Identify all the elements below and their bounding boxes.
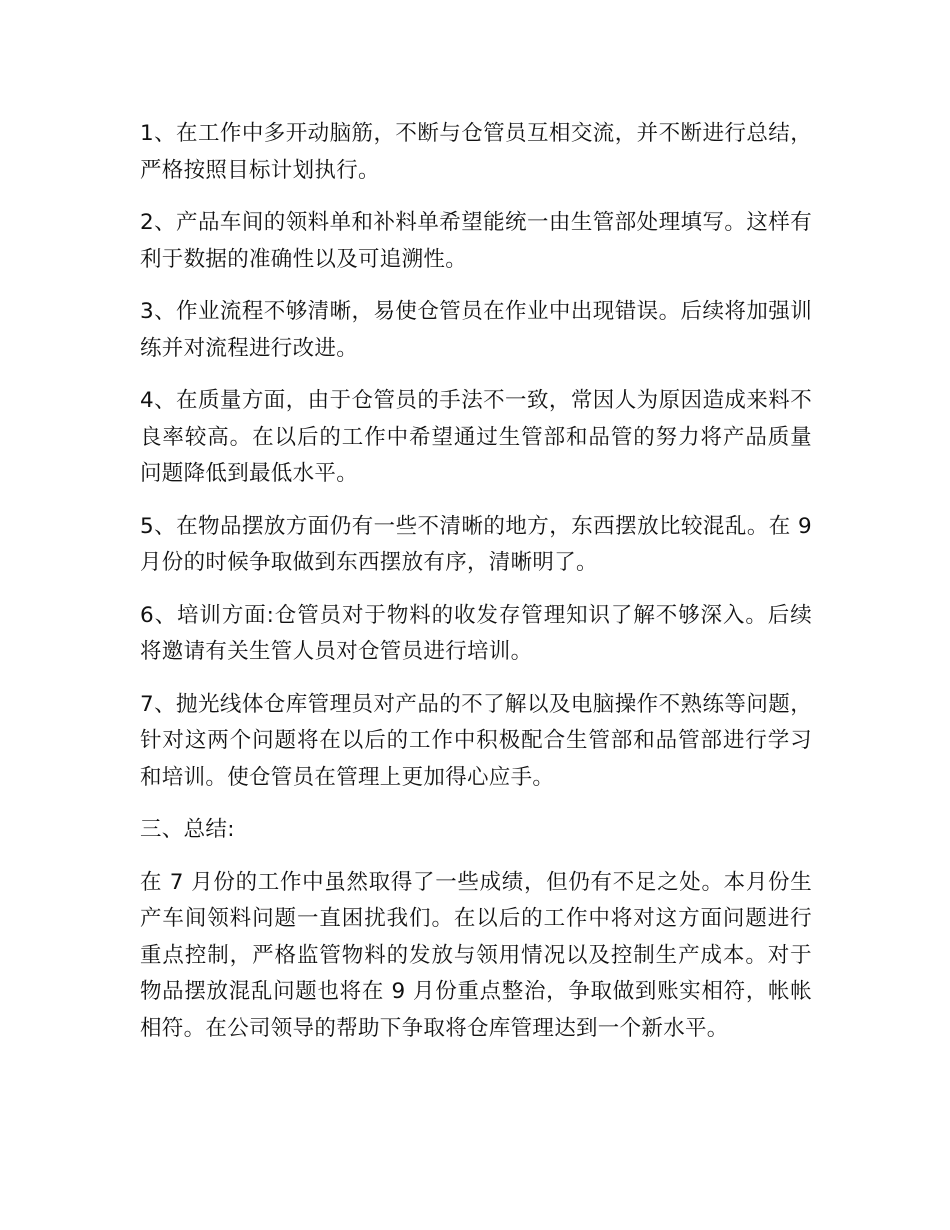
- paragraph-item-4: 4、在质量方面，由于仓管员的手法不一致，常因人为原因造成来料不良率较高。在以后的工作中希望通过生管部和品管的努力将产品质量问题降低到最低水平。: [140, 388, 812, 486]
- paragraph-item-2: 2、产品车间的领料单和补料单希望能统一由生管部处理填写。这样有利于数据的准确性以及可追溯性。: [140, 210, 812, 272]
- document-body: [140, 116, 812, 1047]
- paragraph-item-6: 6、培训方面:仓管员对于物料的收发存管理知识了解不够深入。后续将邀请有关生管人员对仓管员进行培训。: [140, 602, 812, 664]
- paragraph-item-7: 7、抛光线体仓库管理员对产品的不了解以及电脑操作不熟练等问题，针对这两个问题将在以后的工作中积极配合生管部和品管部进行学习和培训。使仓管员在管理上更加得心应手。: [140, 691, 812, 790]
- summary-paragraph: 在 7 月份的工作中虽然取得了一些成绩，但仍有不足之处。本月份生产车间领料问题一直困扰我们。在以后的工作中将对这方面问题进行重点控制，严格监管物料的发放与领用情况以及控制生产成本。对于物品摆放混乱问题也将在 9 月份重点整治，争取做到账实相符，帐帐相符。在公司领导的帮助下争取将仓库管理达到一个新水平。: [140, 869, 812, 1041]
- paragraph-item-5: 5、在物品摆放方面仍有一些不清晰的地方，东西摆放比较混乱。在 9 月份的时候争取做到东西摆放有序，清晰明了。: [140, 513, 812, 575]
- paragraph-item-3: 3、作业流程不够清晰，易使仓管员在作业中出现错误。后续将加强训练并对流程进行改进。: [140, 299, 812, 361]
- paragraph-item-1: 1、在工作中多开动脑筋，不断与仓管员互相交流，并不断进行总结，严格按照目标计划执行。: [140, 121, 812, 183]
- section-heading-summary: 三、总结:: [140, 817, 235, 842]
